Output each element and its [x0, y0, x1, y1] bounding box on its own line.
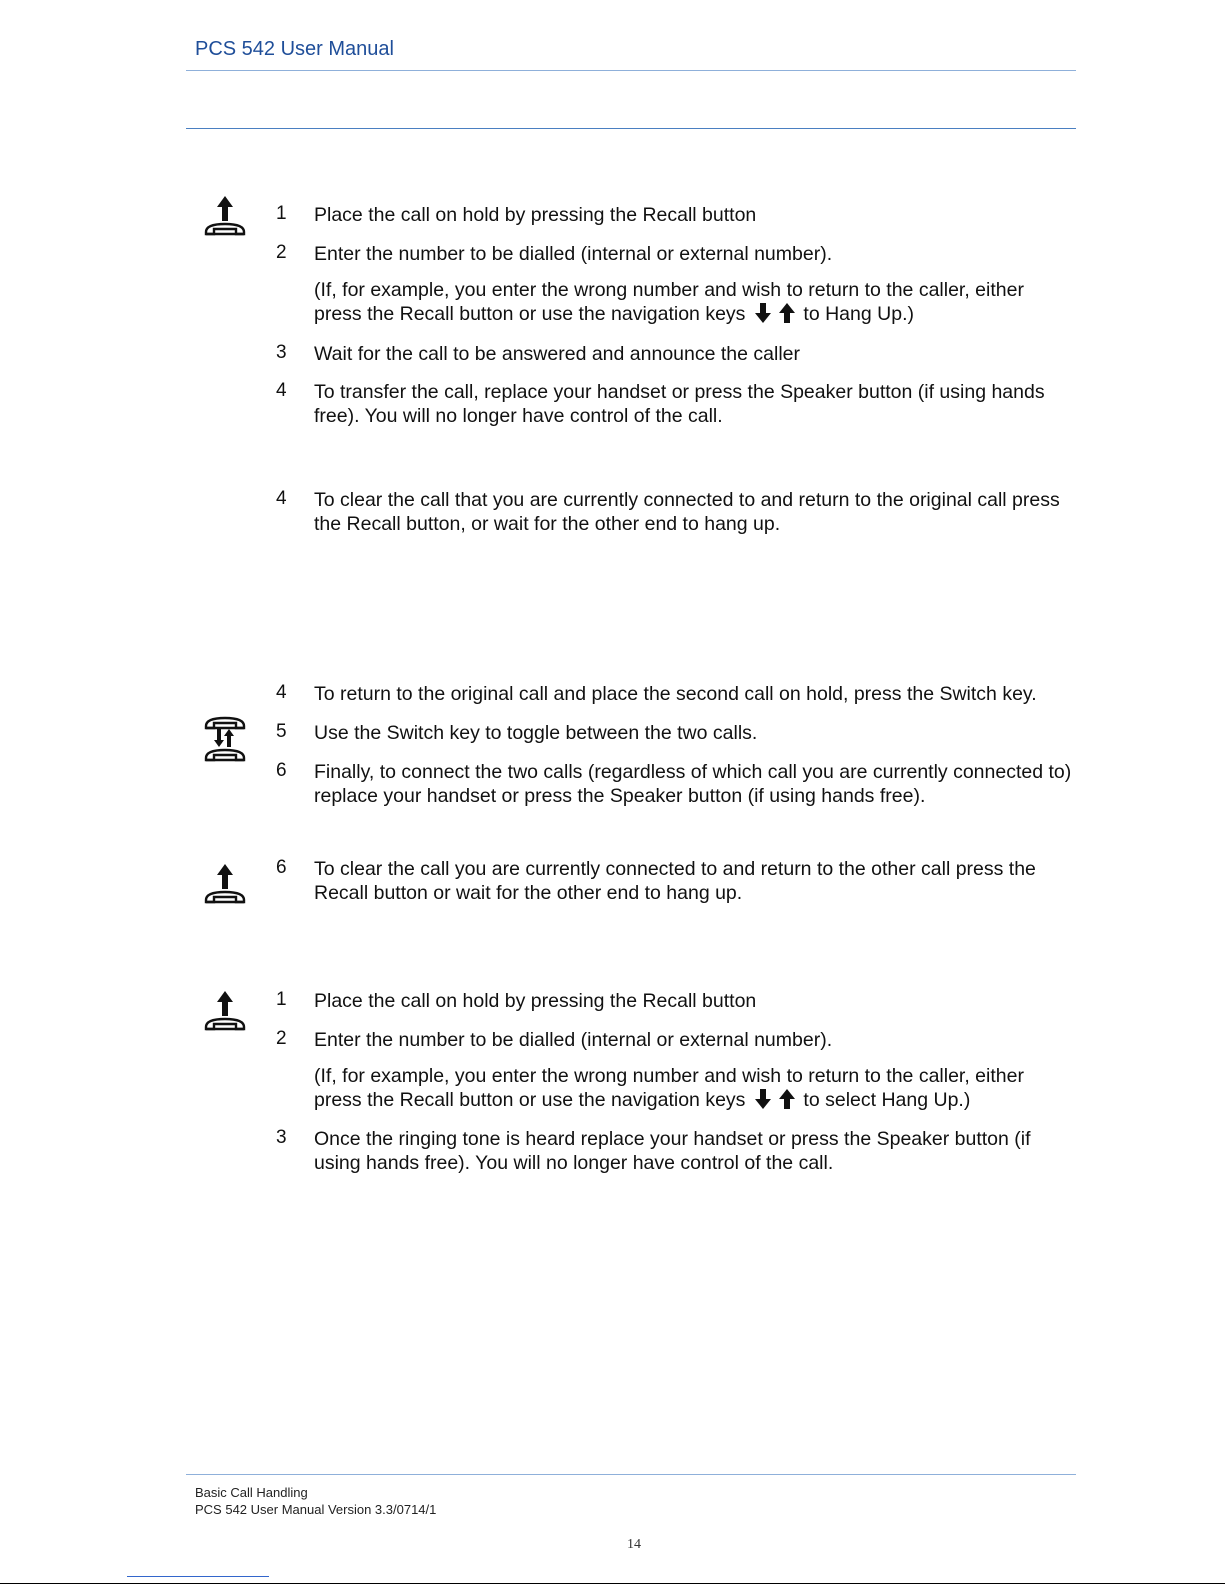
step-number: 3: [276, 342, 287, 363]
step-number: 4: [276, 682, 287, 703]
step-number: 4: [276, 488, 287, 509]
step-note: [314, 278, 1074, 326]
handset-recall-icon: [202, 194, 248, 242]
footer-rule: [186, 1474, 1076, 1475]
step-text: Once the ringing tone is heard replace your handset or press the Speaker button (if using hands free). You will no longer have control of the call.: [314, 1128, 1031, 1174]
handset-recall-icon: [202, 862, 248, 910]
step-number: 2: [276, 242, 287, 263]
step-text: To clear the call you are currently connected to and return to the other call press the Recall button or wait for the other end to hang up.: [314, 858, 1036, 904]
step-text: To transfer the call, replace your handset or press the Speaker button (if using hands free). You will no longer have control of the call.: [314, 381, 1045, 427]
bottom-link-underline: [127, 1576, 269, 1577]
note-text: (If, for example, you enter the wrong number and wish to return to the caller, either press the Recall button or use the navigation keys: [314, 1065, 1024, 1111]
footer-section: Basic Call Handling: [195, 1485, 308, 1500]
step-text: Enter the number to be dialled (internal or external number).: [314, 1029, 833, 1051]
step-number: 2: [276, 1028, 287, 1049]
note-text: (If, for example, you enter the wrong number and wish to return to the caller, either press the Recall button or use the navigation keys: [314, 279, 1024, 325]
down-up-arrow-keys-icon: [753, 1088, 797, 1110]
step-number: 3: [276, 1127, 287, 1148]
step-text: Enter the number to be dialled (internal or external number).: [314, 243, 833, 265]
step-number: 6: [276, 857, 287, 878]
section-rule: [186, 128, 1076, 129]
step-text: To clear the call that you are currently connected to and return to the original call press the Recall button, or wait for the other end to hang up.: [314, 489, 1060, 535]
step-number: 5: [276, 721, 287, 742]
step-text: Use the Switch key to toggle between the two calls.: [314, 722, 758, 744]
step-number: 1: [276, 989, 287, 1010]
footer-version: PCS 542 User Manual Version 3.3/0714/1: [195, 1502, 437, 1517]
step-text: Place the call on hold by pressing the Recall button: [314, 990, 757, 1012]
step-number: 6: [276, 760, 287, 781]
handset-switch-icon: [202, 716, 248, 764]
down-up-arrow-keys-icon: [753, 302, 797, 324]
step-text: To return to the original call and place the second call on hold, press the Switch key.: [314, 683, 1037, 705]
step-text: Wait for the call to be answered and announce the caller: [314, 343, 800, 365]
step-number: 4: [276, 380, 287, 401]
step-text: Place the call on hold by pressing the Recall button: [314, 204, 757, 226]
note-text-end: to Hang Up.): [803, 303, 914, 325]
step-text: Finally, to connect the two calls (regardless of which call you are currently connected to) replace your handset or press the Speaker button (if using hands free).: [314, 761, 1072, 807]
page-header-title: PCS 542 User Manual: [195, 38, 394, 60]
bottom-rule: [0, 1583, 1225, 1584]
note-text-end: to select Hang Up.): [803, 1089, 971, 1111]
step-number: 1: [276, 203, 287, 224]
header-rule: [186, 70, 1076, 71]
handset-recall-icon: [202, 989, 248, 1037]
step-note: [314, 1064, 1074, 1112]
page-number: 14: [627, 1537, 641, 1552]
